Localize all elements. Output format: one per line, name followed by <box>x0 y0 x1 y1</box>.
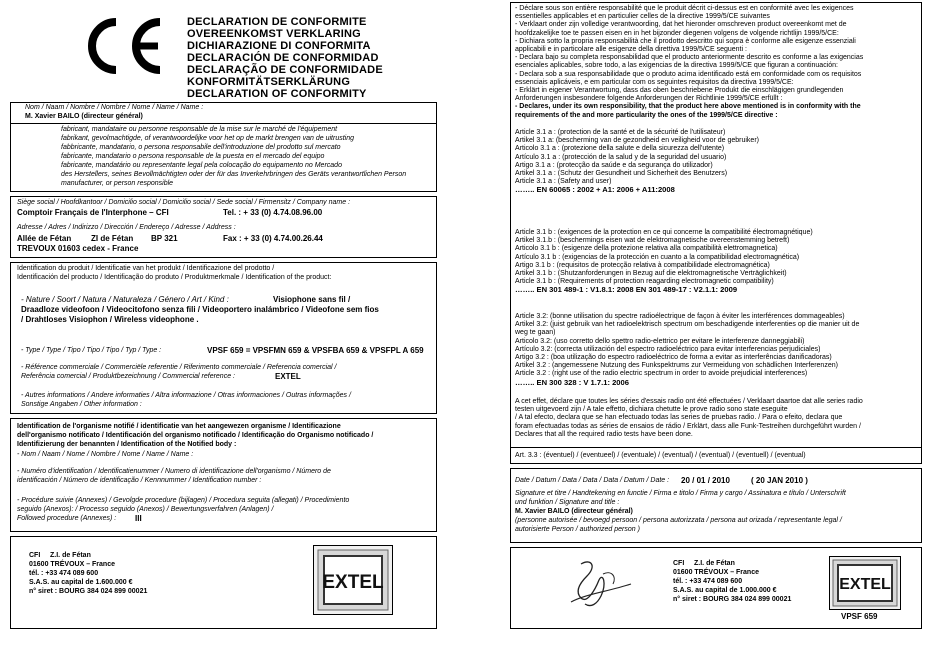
other-info-label: Sonstige Angaben / Other information : <box>21 401 142 408</box>
right-footer <box>510 547 922 629</box>
footer-tel: tél. : +33 474 089 600 <box>673 578 743 585</box>
notified-label: dell'organismo notificato / Identificación del organismo notificado / Identificação do Organismo notificado / <box>17 432 374 439</box>
signer-role: autorisierte Person / authorized person ) <box>515 526 640 533</box>
tests-line: A cet effet, déclare que toutes les séries d'essais radio ont été effectuées / Verklaart daartoe dat alle series radio <box>515 398 863 405</box>
reference-value: EXTEL <box>275 372 301 381</box>
article-line: Artículo 3.1 a : (protección de la salud y de la seguridad del usuario) <box>515 153 727 161</box>
footer-capital: S.A.S. au capital de 1.600.000 € <box>29 579 133 586</box>
declaration-line: - Verklaart onder zijn volledige verantwoording, dat het hieronder omschreven product overeenkomt met de <box>515 21 847 29</box>
heading-it: DICHIARAZIONE DI CONFORMITA <box>187 40 371 52</box>
manufacturer-line: fabricante, mandatário ou representante legal pela colocação do equipamento no Mercado <box>61 162 342 169</box>
declaration-line: essentielles applicables et en particulier celles de la directive 1999/5/CE suivantes <box>515 13 770 21</box>
article-line: Artikel 3.2: (juist gebruik van het radioelektrisch spectrum om beschadigende interferenties op die manier uit de <box>515 321 860 329</box>
company-tel: Tel. : + 33 (0) 4.74.08.96.00 <box>223 208 323 217</box>
nature-label: - Nature / Soort / Natura / Naturaleza / Género / Art / Kind : <box>21 295 229 304</box>
article-line: Artigo 3.1 b : (requisitos de protecção relativa à compatibilidade electromagnética) <box>515 261 770 269</box>
article-line: Articolo 3.2: (uso corretto dello spettro radio-elettrico per evitare le interferenze danneggiabili) <box>515 337 805 345</box>
address-label: Adresse / Adres / Indirizzo / Dirección / Endereço / Adresse / Address : <box>17 224 236 231</box>
article-line: Artigo 3.1 a : (protecção da saúde e da segurança do utilizador) <box>515 161 713 169</box>
type-value: VPSF 659 = VPSFMN 659 & VPSFBA 659 & VPSFPL A 659 <box>207 346 424 355</box>
declaration-line: - Declares, under its own responsibility, that the product here above mentioned is in conformity with the <box>515 103 861 111</box>
declaration-line: applicabili e in particolare alle esigenze della direttiva 1999/5/CE seguenti : <box>515 46 747 54</box>
name-label: Nom / Naam / Nombre / Nombre / Nome / Name / Name : <box>25 104 204 111</box>
extel-logo-text: EXTEL <box>839 576 891 593</box>
article-line: Artikel 3.1 a : (Schutz der Gesundheit und Sicherheit des Benutzers) <box>515 170 728 178</box>
reference-label: - Référence commerciale / Commerciële referentie / Riferimento commerciale / Referencia comercial / <box>21 364 337 371</box>
tests-block <box>515 398 863 439</box>
article-line: Artikel 3.1 a: (bescherming van de gezondheid en veiligheid voor de gebruiker) <box>515 137 759 145</box>
declaration-line: - Erklärt in eigener Verantwortung, dass das oben beschriebene Produkt die einschlägigen grundlegenden <box>515 87 844 95</box>
tests-line: foram efectuadas todas as séries de ensaios de rádio / Erklärt, dass alle Funk-Testreihen durchgeführt wurden / <box>515 422 861 430</box>
footer-siret: n° siret : BOURG 384 024 899 00021 <box>29 588 148 595</box>
signature-icon <box>551 554 641 614</box>
left-footer <box>10 536 437 629</box>
procedure-label: Followed procedure (Annexes) : <box>17 515 117 522</box>
article-line: Article 3.1 a : (Safety and user) <box>515 178 612 186</box>
heading-nl: OVEREENKOMST VERKLARING <box>187 28 361 40</box>
manufacturer-section <box>10 102 437 192</box>
declarations-block <box>515 5 863 120</box>
signature-section <box>510 468 922 543</box>
signature-label: Signature et titre / Handtekening en functie / Firma e titolo / Firma y cargo / Assinatura e título / Unterschrift <box>515 490 846 497</box>
heading-es: DECLARACIÓN DE CONFORMIDAD <box>187 52 379 64</box>
nature-value: Draadloze videofoon / Videocitofono senza fili / Videoportero inalámbrico / Videofone sem fios <box>21 305 379 314</box>
article-line: Article 3.2 : (right use of the radio electric spectrum in order to avoide prejudicial interferences) <box>515 370 808 378</box>
declaration-line: requirements of the and more particularity the ones of the 1999/5/CE directive : <box>515 111 778 119</box>
article-3-3: Art. 3.3 : (éventuel) / (eventueel) / (eventuale) / (eventual) / (eventual) / (eventuell) / (eventual) <box>515 452 806 459</box>
footer-city: 01600 TRÉVOUX – France <box>29 561 115 568</box>
article-line: Articolo 3.1 b : (esigenze della protezione relativa alla compatibilità elettromagnetica) <box>515 245 778 253</box>
footer-city: 01600 TRÉVOUX – France <box>673 569 759 576</box>
declarations-section <box>510 2 922 464</box>
declaration-line: - Dichiara sotto la propria responsabilità che il prodotto descritto qui sopra è conforme alle esigenze essenziali <box>515 37 856 45</box>
address-bp: BP 321 <box>151 234 178 243</box>
notified-label: Identification de l'organisme notifié / identificatie van het aangewezen organisme / Identificazione <box>17 423 341 430</box>
product-label: Identification du produit / Identificatie van het produkt / Identificazione del prodotto / <box>17 265 275 272</box>
notified-number-label: - Numéro d'identification / Identificatienummer / Numero di identificazione dell'organismo / Número de <box>17 468 331 475</box>
product-section <box>10 262 437 414</box>
extel-logo <box>313 545 393 615</box>
manufacturer-line: fabricante, mandatario o persona responsable de la puesta en el mercado del equipo <box>61 153 325 160</box>
article-line: Articolo 3.1 a : (protezione della salute e della sicurezza dell'utente) <box>515 145 725 153</box>
article-line: Article 3.2: (bonne utilisation du spectre radioélectrique de façon à éviter les interférences dommageables) <box>515 313 845 320</box>
article-line: Article 3.1 b : (exigences de la protection en ce qui concerne la compatibilité électromagnétique) <box>515 229 813 236</box>
declaration-line: - Declara bajo su completa responsabilidad que el producto anteriormente descrito es conforme a las exigencias <box>515 54 864 62</box>
date-label: Date / Datum / Data / Data / Data / Datum / Date : <box>515 477 670 484</box>
article-3-2-block <box>515 313 859 387</box>
date-value: 20 / 01 / 2010 <box>681 476 730 485</box>
other-info-label: - Autres informations / Andere informaties / Altra informazione / Otras informaciones / Outras informações / <box>21 392 351 399</box>
procedure-label: seguido (Anexos): / Processo seguido (Anexos) / Bewertungsverfahren (Anlagen) / <box>17 506 274 513</box>
article-line: Article 3.1 b : (Requirements of protection reagarding electromagnetic compatibility) <box>515 278 774 286</box>
article-line: Artikel 3.1 b : (Shutzanforderungen in Bezug auf die elektromagnetische Verträglichkeit) <box>515 270 787 278</box>
heading-pt: DECLARAÇÃO DE CONFORMIDADE <box>187 64 383 76</box>
company-name: Comptoir Français de l'Interphone – CFI <box>17 208 169 217</box>
footer-product: VPSF 659 <box>841 612 878 621</box>
declaration-line: - Declara sob a sua responsabilidade que o produto acima identificado está em conformidade com os requisitos <box>515 70 862 78</box>
article-line: Artículo 3.2: (correcta utilización del espectro radioeléctrico para evitar interferencias perjudiciales) <box>515 345 821 353</box>
address-street: Allée de Fétan <box>17 234 72 243</box>
procedure-label: - Procédure suivie (Annexes) / Gevolgde procedure (bijlagen) / Procedura seguita (allegati) / Procedimiento <box>17 497 350 504</box>
company-fax: Fax : + 33 (0) 4.74.00.26.44 <box>223 234 323 243</box>
manufacturer-line: fabricant, mandataire ou personne responsable de la mise sur le marché de l'équipement <box>61 126 338 133</box>
extel-logo <box>829 556 901 610</box>
declaration-line: esenciales aplicables, sobre todo, a las exigencias de la directiva 1999/5/CE que figuran a continuación: <box>515 62 838 70</box>
notified-number-label: identificación / Número de identificação / Kennnummer / Identification number : <box>17 477 262 484</box>
footer-street: Z.I. de Fétan <box>50 552 91 559</box>
address-zone: ZI de Fétan <box>91 234 134 243</box>
manufacturer-line: fabrikant, gevolmachtigde, of verantwoordelijke voor het op de markt brengen van de uitrusting <box>61 135 355 142</box>
notified-label: Identifizierung der benannten / Identification of the Notified body : <box>17 441 237 448</box>
manufacturer-line: fabbricante, mandatario, o persona responsabile dell'introduzione del prodotto sul mercato <box>61 144 341 151</box>
extel-logo-text: EXTEL <box>322 572 384 593</box>
signature-label: und funktion / Signature and title : <box>515 499 620 506</box>
procedure-value: III <box>135 514 142 523</box>
footer-capital: S.A.S. au capital de 1.000.000 € <box>673 587 777 594</box>
left-page <box>0 0 470 659</box>
standard-line: …….. EN 300 328 : V 1.7.1: 2006 <box>515 377 629 387</box>
declaration-line: Anforderungen insbesondere folgende Anforderungen der Richtlinie 1999/5/CE erfüllt : <box>515 95 783 103</box>
tests-line: Declares that all the required radio tests have been done. <box>515 430 693 438</box>
footer-siret: n° siret : BOURG 384 024 899 00021 <box>673 596 792 603</box>
article-3-1b-block <box>515 229 813 295</box>
footer-company: CFI <box>29 552 41 559</box>
heading-en: DECLARATION OF CONFORMITY <box>187 88 367 100</box>
declaration-line: hoofdzakelijke toe te passen eisen en in het bijzonder diegenen volgens de volgende richtlijn 1999/5/CE: <box>515 29 839 37</box>
standard-line: …….. EN 60065 : 2002 + A1: 2006 + A11:2008 <box>515 185 675 195</box>
ce-mark-icon <box>78 16 166 76</box>
article-line: weg te gaan) <box>515 329 556 337</box>
product-label: Identificación del producto / Identificação do produto / Produktmerkmale / Identification of the product: <box>17 274 332 281</box>
reference-label: Referência comercial / Produktbezeichnung / Commercial reference : <box>21 373 235 380</box>
standard-line: …….. EN 301 489-1 : V1.8.1: 2008 EN 301 489-17 : V2.1.1: 2009 <box>515 285 738 295</box>
nature-value: / Drahtloses Visiophon / Wireless videophone . <box>21 315 199 324</box>
declaration-line: essenciais aplicáveis, e em particular com os seguintes requisitos da directiva 1999/5/CE: <box>515 78 794 86</box>
article-line: Article 3.1 a : (protection de la santé et de la sécurité de l'utilisateur) <box>515 129 726 136</box>
manufacturer-line: manufacturer, or person responsible <box>61 180 174 187</box>
article-line: Artikel 3.2 : (angemessene Nutzung des Funkspektrums zur Vermeidung von schädlichen Interferenzen) <box>515 362 838 370</box>
article-3-1a-block <box>515 129 759 195</box>
declaration-line: - Déclare sous son entière responsabilité que le produit décrit ci-dessus est en conformité avec les exigences <box>515 5 854 12</box>
signer-role: (personne autorisée / bevoegd persoon / persona autorizzata / persona aut orizada / representante legal / <box>515 517 842 524</box>
tests-line: / A tal efecto, declara que se han efectuado todas las series de pruebas radio. / Para o efeito, declara que <box>515 414 843 422</box>
heading-de: KONFORMITÄTSERKLÄRUNG <box>187 76 351 88</box>
address-city: TREVOUX 01603 cedex - France <box>17 244 139 253</box>
footer-company: CFI <box>673 560 685 567</box>
tests-line: testen uitgevoerd zijn / A tale effetto, dichiara chetutte le prove radio sono state eseguite <box>515 406 788 414</box>
notified-name-label: - Nom / Naam / Nome / Nombre / Nome / Name / Name : <box>17 451 194 458</box>
company-label: Siège social / Hoofdkantoor / Domicilio social / Domicilio social / Sede social / Firmensitz / Company name : <box>17 199 351 206</box>
footer-tel: tél. : +33 474 089 600 <box>29 570 99 577</box>
article-line: Artikel 3.1.b : (beschermings eisen wat de elektromagnetische overeenstemming betreft) <box>515 237 790 245</box>
article-line: Artigo 3.2 : (boa utilização do espectro radioeléctrico de forma a evitar as interferências danificadoras) <box>515 354 832 362</box>
nature-value: Visiophone sans fil / <box>273 295 351 304</box>
date-extra: ( 20 JAN 2010 ) <box>751 476 808 485</box>
signer-name: M. Xavier BAILO (directeur général) <box>515 508 633 515</box>
right-page <box>480 0 950 659</box>
company-section <box>10 196 437 258</box>
heading-fr: DECLARATION DE CONFORMITE <box>187 16 367 28</box>
name-value: M. Xavier BAILO (directeur général) <box>25 113 143 120</box>
manufacturer-line: des Herstellers, seines Bevollmächtigten oder der für das Inverkehrbringen des Geräts verantwortlichen Person <box>61 171 407 178</box>
notified-body-section <box>10 418 437 532</box>
article-line: Artículo 3.1 b : (exigencias de la protección en cuanto a la compatibilidad electromagnética) <box>515 253 800 261</box>
type-label: - Type / Type / Tipo / Tipo / Tipo / Typ / Type : <box>21 347 162 354</box>
footer-street: Z.I. de Fétan <box>694 560 735 567</box>
